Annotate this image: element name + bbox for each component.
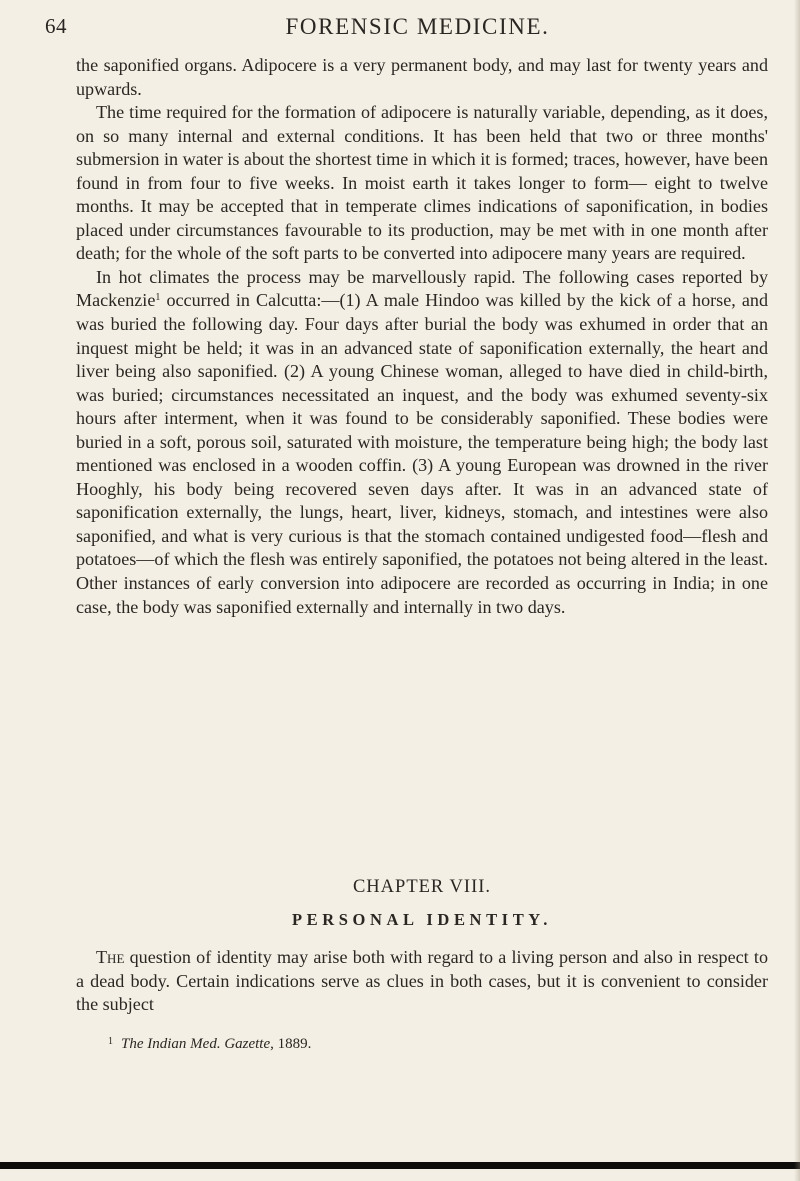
footnote-mark: 1 (108, 1036, 113, 1047)
paragraph-3-rest: occurred in Calcutta:—(1) A male Hindoo was killed by the kick of a horse, and was buried the following day. Four days after burial the body was exhumed in order that an inquest might be held; it was in an advanced state of saponification externally, the heart and liver being also saponified. (2) A young Chinese woman, alleged to have died in child-birth, was buried; circumstances necessitated an inquest, and the body was exhumed seventy-six hours after interment, when it was found to be considerably saponified. These bodies were buried in a soft, porous soil, saturated with moisture, the temperature being high; the body last mentioned was enclosed in a wooden coffin. (3) A young European was drowned in the river Hooghly, his body being recovered seven days after. It was in an advanced state of saponification externally, the lungs, heart, liver, kidneys, stomach, and intestines were also saponified, and what is very curious is that the stomach contained undigested food—flesh and potatoes—of which the flesh was entirely saponified, the potatoes not being altered in the least. Other instances of early conversion into adipocere are recorded as occurring in India; in one case, the body was saponified externally and internally in two days. (76, 290, 768, 617)
footnote-source: The Indian Med. Gazette (121, 1036, 271, 1052)
paragraph-3-start: In hot climates the process may be marvellously rapid. The following cases reported by Mackenzie (76, 266, 768, 311)
opening-text-rest: question of identity may arise both with regard to a living person and also in respect to a dead body. Certain indications serve as clues in both cases, but it is convenient to consider the subject (76, 947, 768, 1015)
chapter-title: PERSONAL IDENTITY. (291, 910, 553, 929)
paragraph-2: The time required for the formation of adipocere is naturally variable, depending, as it does, on so many internal and external conditions. It has been held that two or three months' submersion in water is about the shortest time in which it is formed; traces, however, have been found in from four to five weeks. In moist earth it takes longer to form— eight to twelve months. It may be accepted that in temperate climes indications of saponification, in bodies placed under circumstances favourable to its production, may be met with in one month after death; for the whole of the soft parts to be converted into adipocere many years are required. (76, 102, 768, 264)
paragraph-3 (76, 266, 768, 619)
footnote-reference: 1 (155, 292, 161, 304)
opening-word: The (96, 947, 125, 967)
running-title: FORENSIC MEDICINE. (285, 14, 550, 39)
chapter-heading: CHAPTER VIII. (352, 877, 492, 897)
footnote-year: , 1889. (270, 1036, 312, 1052)
page-right-edge (794, 0, 800, 1181)
running-head (45, 14, 760, 54)
paragraph-1: the saponified organs. Adipocere is a very permanent body, and may last for twenty years and upwards. (76, 55, 768, 99)
body-text (76, 54, 768, 619)
opening-paragraph (76, 946, 768, 1017)
footnote (108, 1036, 311, 1053)
page-edge-shadow (0, 1162, 800, 1169)
page-number: 64 (45, 14, 67, 38)
chapter-opening (76, 946, 768, 1017)
